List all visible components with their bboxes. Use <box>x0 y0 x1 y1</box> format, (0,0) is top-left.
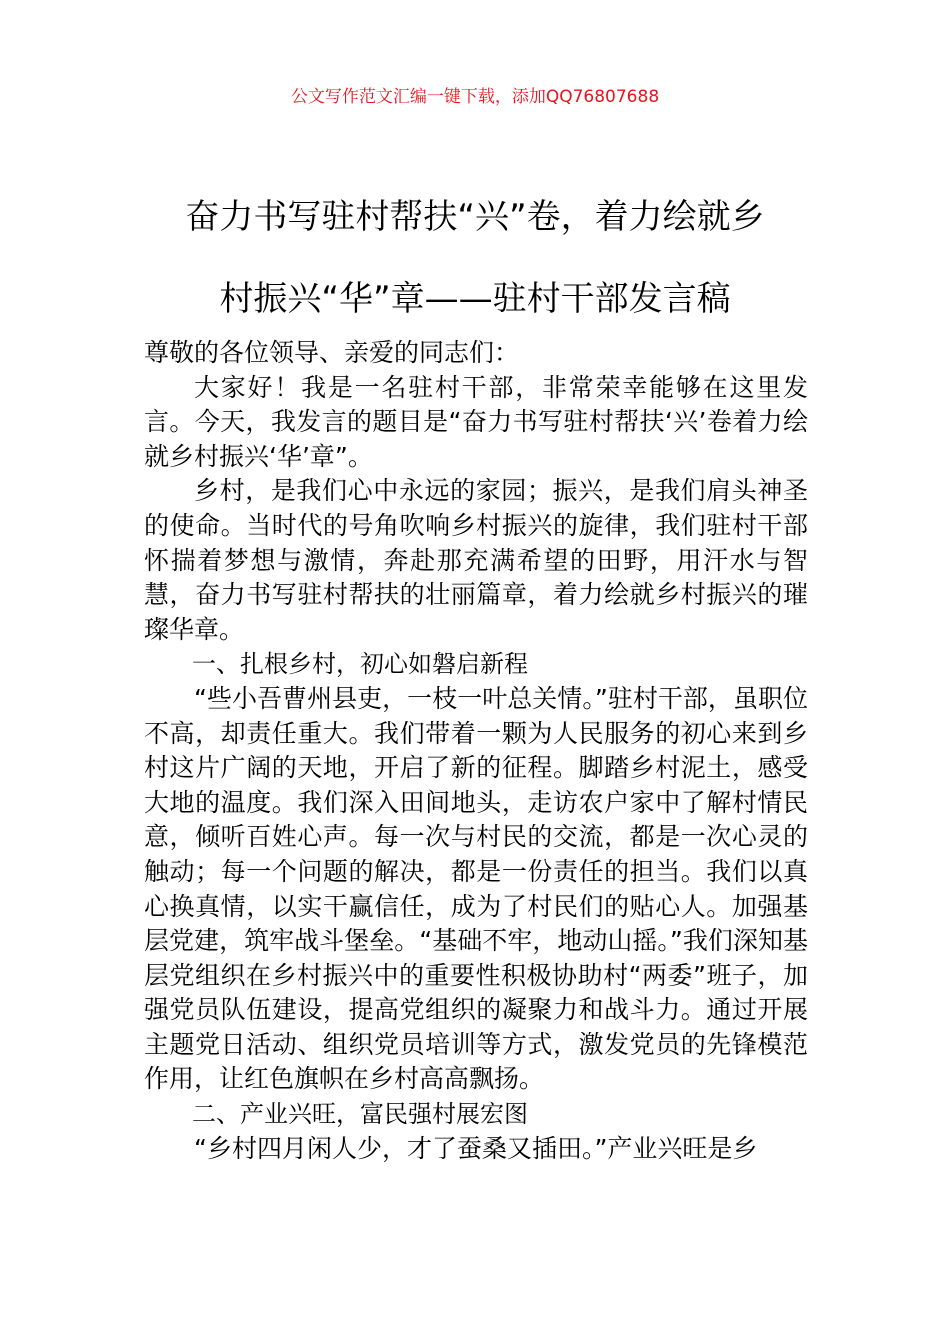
title-line-2: 村振兴“华”章——驻村干部发言稿 <box>219 279 731 319</box>
paragraph-intro: 乡村，是我们心中永远的家园；振兴，是我们肩头神圣的使命。当时代的号角吹响乡村振兴的旋律，我们驻村干部怀揣着梦想与激情，奔赴那充满希望的田野，用汗水与智慧，奋力书写驻村帮扶的壮丽篇章，着力绘就乡村振兴的璀璨华章。 <box>144 476 808 644</box>
section-heading-2: 二、产业兴旺，富民强村展宏图 <box>192 1100 528 1129</box>
section-heading-1: 一、扎根乡村，初心如磐启新程 <box>192 650 528 679</box>
document-title <box>120 176 830 340</box>
document-body <box>144 336 808 1166</box>
section-1-paragraph: “些小吾曹州县吏，一枝一叶总关情。”驻村干部，虽职位不高，却责任重大。我们带着一颗为人民服务的初心来到乡村这片广阔的天地，开启了新的征程。脚踏乡村泥土，感受大地的温度。我们深入田间地头，走访农户家中了解村情民意，倾听百姓心声。每一次与村民的交流，都是一次心灵的触动；每一个问题的解决，都是一份责任的担当。我们以真心换真情，以实干赢信任，成为了村民们的贴心人。加强基层党建，筑牢战斗堡垒。“基础不牢，地动山摇。”我们深知基层党组织在乡村振兴中的重要性积极协助村“两委”班子，加强党员队伍建设，提高党组织的凝聚力和战斗力。通过开展主题党日活动、组织党员培训等方式，激发党员的先锋模范作用，让红色旗帜在乡村高高飘扬。 <box>144 683 808 1094</box>
title-line-1: 奋力书写驻村帮扶“兴”卷，着力绘就乡 <box>185 197 765 237</box>
paragraph-greeting: 大家好！我是一名驻村干部，非常荣幸能够在这里发言。今天，我发言的题目是“奋力书写驻村帮扶‘兴’卷着力绘就乡村振兴‘华’章”。 <box>144 372 808 471</box>
section-2-paragraph: “乡村四月闲人少，才了蚕桑又插田。”产业兴旺是乡 <box>194 1133 758 1163</box>
salutation: 尊敬的各位领导、亲爱的同志们： <box>144 338 520 367</box>
download-banner: 公文写作范文汇编一键下载，添加QQ76807688 <box>290 87 660 107</box>
